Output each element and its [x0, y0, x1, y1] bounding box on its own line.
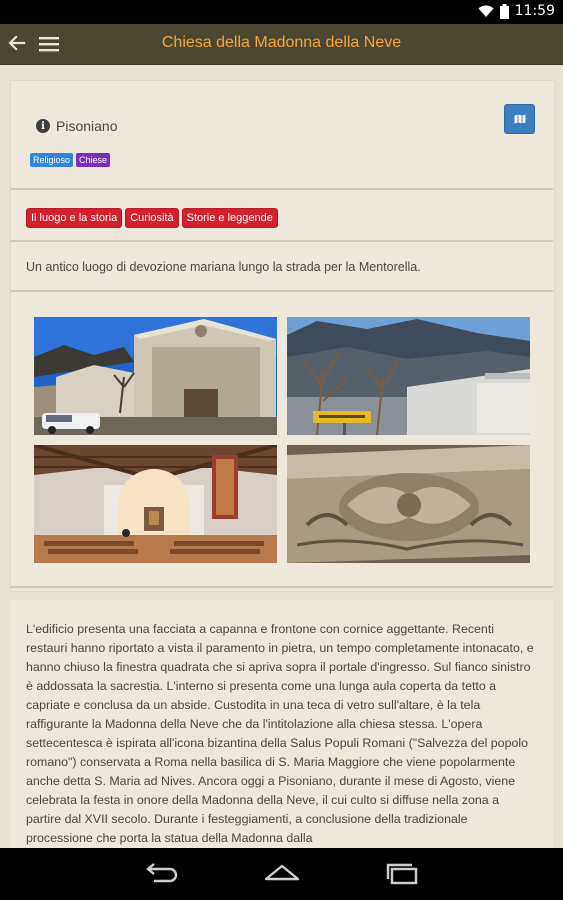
- badge-chiese: Chiese: [76, 153, 110, 167]
- info-icon: i: [36, 119, 50, 133]
- photo-church-interior[interactable]: [34, 445, 277, 563]
- status-time: 11:59: [514, 3, 555, 19]
- app-bar: [0, 24, 563, 65]
- wifi-icon: [478, 4, 494, 18]
- page-title: Chiesa della Madonna della Neve: [161, 34, 402, 51]
- divider: [10, 240, 553, 242]
- divider: [10, 290, 553, 292]
- tab-luogo-storia[interactable]: Il luogo e la storia: [26, 208, 122, 228]
- category-badges: [30, 153, 110, 167]
- tab-curiosita[interactable]: Curiosità: [125, 208, 178, 228]
- nav-recents-icon[interactable]: [384, 863, 420, 885]
- navigation-bar: [0, 848, 563, 900]
- place-location: [36, 118, 118, 134]
- nav-home-icon[interactable]: [264, 863, 300, 885]
- badge-religioso: Religioso: [30, 153, 73, 167]
- intro-text: Un antico luogo di devozione mariana lungo la strada per la Mentorella.: [26, 260, 421, 274]
- photo-mountain-road[interactable]: [287, 317, 530, 435]
- status-bar: [0, 0, 563, 24]
- battery-icon: [500, 4, 509, 19]
- photo-stone-relief[interactable]: [287, 445, 530, 563]
- divider: [10, 188, 553, 190]
- section-tabs: [26, 208, 278, 228]
- nav-back-icon[interactable]: [144, 863, 180, 885]
- map-button[interactable]: [504, 104, 535, 134]
- place-name: Pisoniano: [56, 118, 118, 134]
- tab-storie-leggende[interactable]: Storie e leggende: [182, 208, 278, 228]
- map-icon: [514, 114, 526, 124]
- description-text: L'edificio presenta una facciata a capanna e frontone con cornice aggettante. Recenti restauri hanno riportato a vista il paramento in pietra, un tempo completamente intonacato, e hanno chiuso la finestra quadrata che si apriva sopra il portale d'ingresso. Sul fianco sinistro è addossata la sacrestia. L'interno si presenta come una lunga aula coperta da tetto a capriate e conclusa da un abside. Custodita in una teca di vetro sull'altare, è la tela raffigurante la Madonna della Neve che da l'intitolazione alla chiesa stessa. L'opera settecentesca è ispirata all'icona bizantina della Salus Populi Romani ("Salvezza del popolo romano") conservata a Roma nella basilica di S. Maria Maggiore che viene popolarmente anche detta S. Maria ad Nives. Ancora oggi a Pisoniano, durante il mese di Agosto, viene celebrata la festa in onore della Madonna della Neve, il cui culto si diffuse nella zona a partire dal XVII secolo. Durante i festeggiamenti, a conclusione della tradizionale processione che porta la statua della Madonna dalla: [26, 622, 534, 845]
- divider: [10, 586, 553, 588]
- photo-church-facade[interactable]: [34, 317, 277, 435]
